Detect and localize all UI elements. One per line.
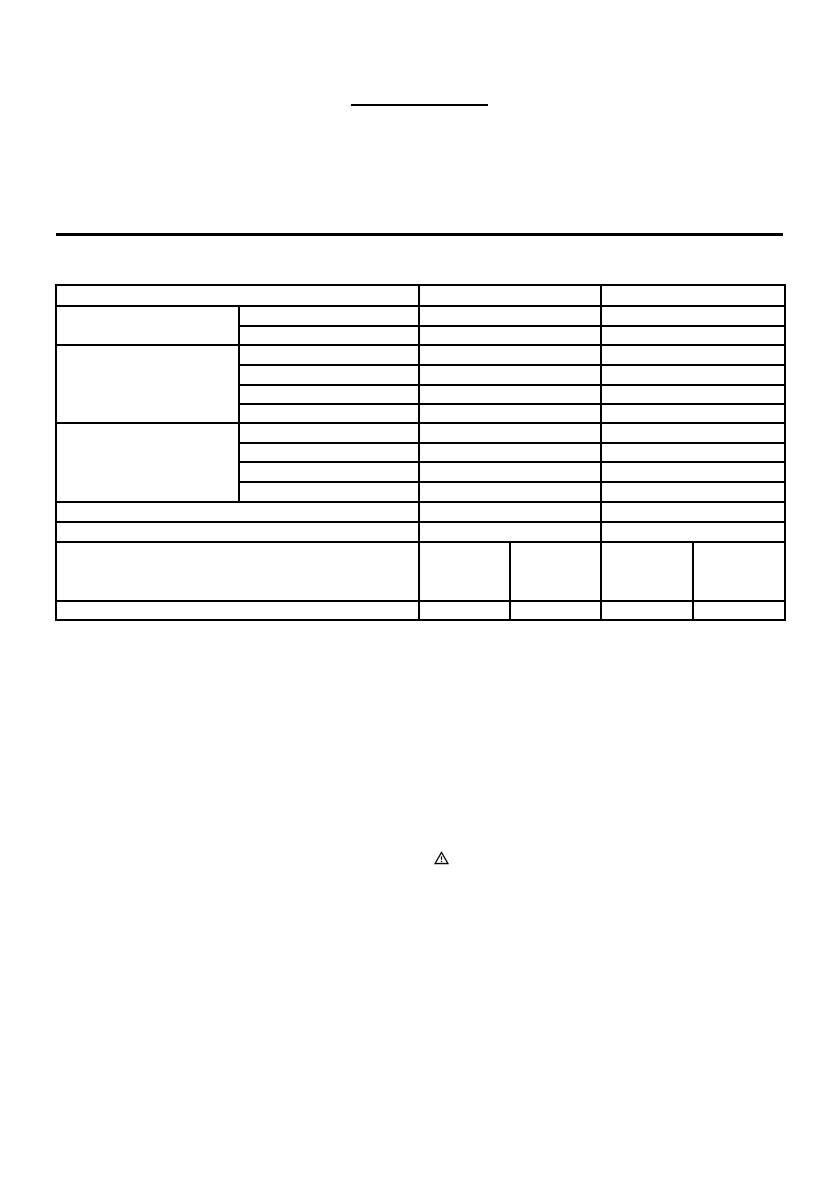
table-header-row: [56, 285, 785, 306]
value-cell: [601, 482, 785, 502]
value-cell: [510, 601, 601, 620]
subrow-label-cell: [239, 462, 419, 482]
table-row: [56, 601, 785, 620]
table-row: [56, 502, 785, 522]
value-cell: [419, 482, 601, 502]
subrow-label-cell: [239, 443, 419, 462]
value-cell: [601, 345, 785, 365]
value-cell: [601, 306, 785, 326]
subrow-label-cell: [239, 365, 419, 385]
group-label-cell: [56, 306, 239, 345]
section-divider-rule: [56, 233, 783, 236]
subrow-label-cell: [239, 404, 419, 423]
value-cell: [419, 522, 601, 542]
value-cell: [419, 502, 601, 522]
subrow-label-cell: [239, 326, 419, 345]
value-cell: [510, 542, 601, 601]
value-cell: [601, 522, 785, 542]
value-cell: [419, 385, 601, 404]
row-label-cell: [56, 502, 419, 522]
value-cell: [419, 423, 601, 443]
value-cell: [601, 326, 785, 345]
subrow-label-cell: [239, 423, 419, 443]
subrow-label-cell: [239, 345, 419, 365]
value-cell: [419, 306, 601, 326]
value-cell: [601, 385, 785, 404]
value-cell: [419, 404, 601, 423]
table-row: [56, 306, 785, 326]
group-label-cell: [56, 423, 239, 502]
value-cell: [601, 443, 785, 462]
model-fill-line: [351, 104, 488, 106]
spec-table-grid: [55, 284, 786, 621]
row-label-cell: [56, 522, 419, 542]
subrow-label-cell: [239, 306, 419, 326]
value-cell: [601, 601, 693, 620]
table-row: [56, 522, 785, 542]
value-cell: [419, 462, 601, 482]
value-cell: [601, 462, 785, 482]
value-cell: [419, 345, 601, 365]
value-cell: [419, 326, 601, 345]
table-row: [56, 345, 785, 365]
value-cell: [601, 365, 785, 385]
subrow-label-cell: [239, 482, 419, 502]
group-label-cell: [56, 345, 239, 423]
row-label-cell: [56, 601, 419, 620]
value-cell: [693, 601, 785, 620]
value-cell: [419, 443, 601, 462]
value-cell: [419, 542, 510, 601]
value-cell: [601, 404, 785, 423]
value-cell: [601, 502, 785, 522]
header-value-cell: [601, 285, 785, 306]
subrow-label-cell: [239, 385, 419, 404]
row-label-cell: [56, 542, 419, 601]
value-cell: [693, 542, 785, 601]
header-model-cell: [56, 285, 419, 306]
table-row-tall: [56, 542, 785, 601]
warning-triangle-icon: [434, 851, 449, 865]
table-row: [56, 423, 785, 443]
specifications-table: [55, 284, 786, 621]
value-cell: [419, 601, 510, 620]
value-cell: [419, 365, 601, 385]
value-cell: [601, 423, 785, 443]
header-value-cell: [419, 285, 601, 306]
value-cell: [601, 542, 693, 601]
